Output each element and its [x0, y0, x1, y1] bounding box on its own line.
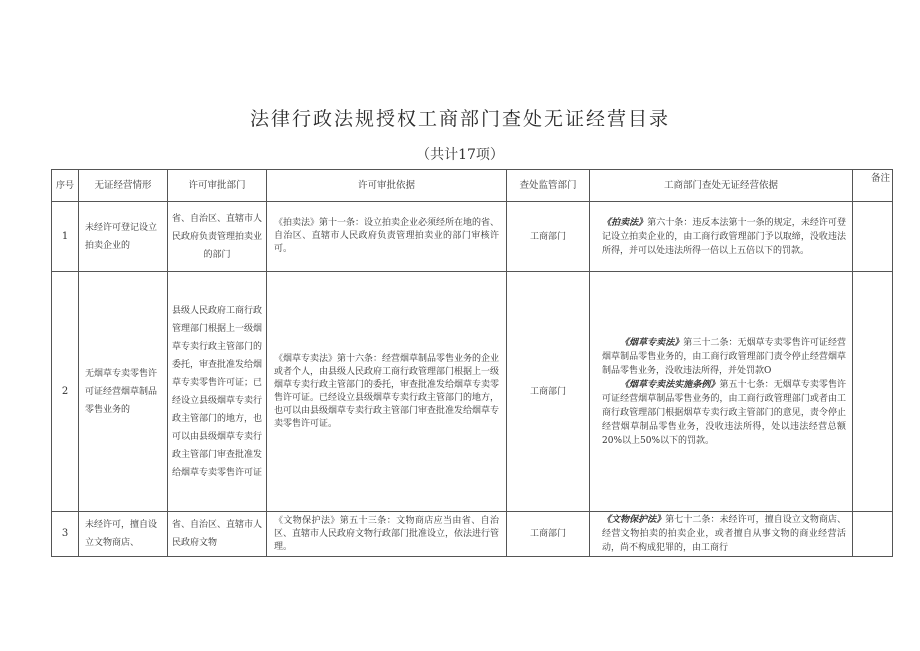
table-row [52, 272, 893, 512]
table-row [52, 202, 893, 272]
punishment-law-title-2: 《烟草专卖法实施条例》 [620, 379, 720, 390]
header-no: 序号 [52, 170, 79, 202]
punishment-law-title: 《文物保护法》 [602, 515, 666, 525]
table-row [52, 512, 893, 557]
punishment-text: 第七十二条：未经许可，擅自设立文物商店、经营文物拍卖的拍卖企业，或者擅自从事文物的商业经营活动，尚不构成犯罪的，由工商行 [602, 515, 846, 553]
row-situation: 未经许可登记设立拍卖企业的 [79, 202, 168, 272]
row-basis: 《文物保护法》第五十三条：文物商店应当由省、自治区、直辖市人民政府文物行政部门批准设立，依法进行管理。 [267, 512, 507, 557]
row-basis: 《拍卖法》第十一条：设立拍卖企业必须经所在地的省、自治区、直辖市人民政府负责管理拍卖业的部门审核许可。 [267, 202, 507, 272]
row-note [853, 272, 893, 512]
row-supervisor: 工商部门 [507, 202, 590, 272]
row-dept: 省、自治区、直辖市人民政府负责管理拍卖业的部门 [168, 202, 267, 272]
header-supervisor: 查处监管部门 [507, 170, 590, 202]
row-dept: 县级人民政府工商行政管理部门根据上一级烟草专卖行政主管部门的委托，审查批准发给烟草专卖零售许可证；已经设立县级烟草专卖行政主管部门的地方，也可以由县级烟草专卖行政主管部门审查批准发给烟草专卖零售许可证 [168, 272, 267, 512]
row-situation: 未经许可，擅自设立文物商店、 [79, 512, 168, 557]
row-dept: 省、自治区、直辖市人民政府文物 [168, 512, 267, 557]
header-basis: 许可审批依据 [267, 170, 507, 202]
row-no: 1 [52, 202, 79, 272]
row-no: 3 [52, 512, 79, 557]
header-dept: 许可审批部门 [168, 170, 267, 202]
row-note [853, 512, 893, 557]
page-title: 法律行政法规授权工商部门查处无证经营目录 [249, 108, 670, 130]
header-punishment: 工商部门查处无证经营依据 [590, 170, 853, 202]
row-supervisor: 工商部门 [507, 272, 590, 512]
punishment-law-title: 《烟草专卖法》 [620, 337, 684, 348]
row-supervisor: 工商部门 [507, 512, 590, 557]
row-no: 2 [52, 272, 79, 512]
header-situation: 无证经营情形 [79, 170, 168, 202]
punishment-law-title: 《拍卖法》 [602, 217, 648, 228]
table-header-row [52, 170, 893, 202]
punishment-text-2: 第五十七条：无烟草专卖零售许可证经营烟草制品零售业务的，由工商行政管理部门或者由工商行政管理部门根据烟草专卖行政主管部门的意见，责令停止经营烟草制品零售业务，没收违法所得，处以违法经营总额20%以上50%以下的罚款。 [602, 379, 846, 446]
row-punishment [590, 272, 853, 512]
punishment-text: 第三十二条：无烟草专卖零售许可证经营烟草制品零售业务的，由工商行政管理部门责令停止经营烟草制品零售业务，没收违法所得，并处罚款O [602, 337, 846, 376]
item-count-subtitle: （共计17项） [416, 147, 504, 163]
row-punishment [590, 512, 853, 557]
punishment-text: 第六十条：违反本法第十一条的规定，未经许可登记设立拍卖企业的，由工商行政管理部门予以取缔，没收违法所得，并可以处违法所得一倍以上五倍以下的罚款。 [602, 217, 846, 256]
row-situation: 无烟草专卖零售许可证经营烟草制品零售业务的 [79, 272, 168, 512]
header-note: 备注 [853, 170, 893, 202]
row-basis: 《烟草专卖法》第十六条：经营烟草制品零售业务的企业或者个人，由县级人民政府工商行政管理部门根据上一级烟草专卖行政主管部门的委托，审查批准发给烟草专卖零售许可证。已经设立县级烟草专卖行政主管部门的地方，也可以由县级烟草专卖行政主管部门审查批准发给烟草专卖零售许可证。 [267, 272, 507, 512]
unlicensed-business-table [51, 169, 893, 557]
row-punishment [590, 202, 853, 272]
row-note [853, 202, 893, 272]
